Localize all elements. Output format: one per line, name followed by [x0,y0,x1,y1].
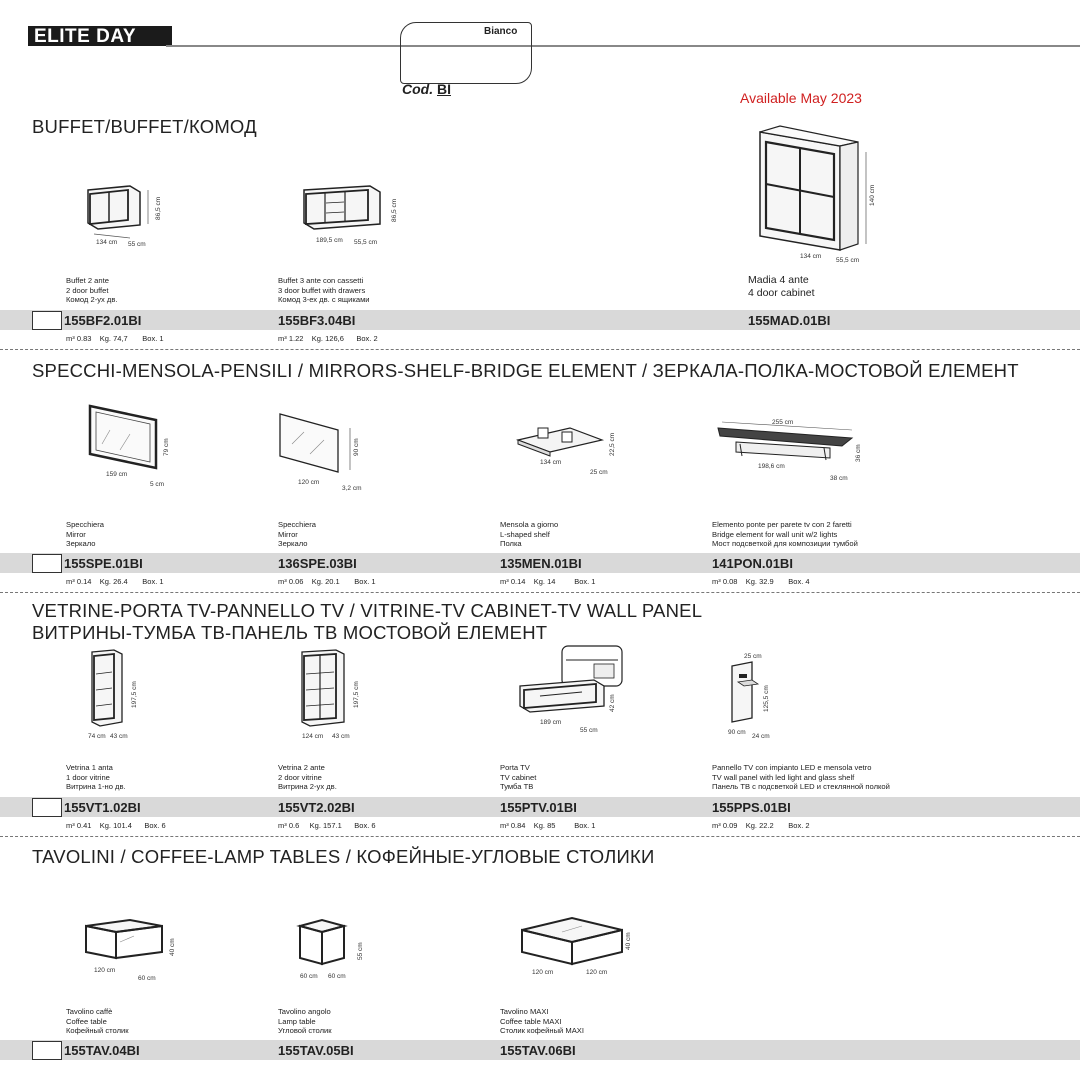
tav4-desc-ru: Кофейный столик [66,1026,129,1035]
men-desc-en: L-shaped shelf [500,529,550,539]
spe3-desc-en: Mirror [278,529,298,539]
vt2-dim-width: 124 cm [302,733,324,740]
section-title-mirrors: SPECCHI-MENSOLA-PENSILI / MIRRORS-SHELF-BRIDGE ELEMENT / ЗЕРКАЛА-ПОЛКА-МОСТОВОЙ ЕЛЕМЕНТ [32,360,1019,381]
bf2-desc-en: 2 door buffet [66,285,109,295]
vt2-desc-it: Vetrina 2 ante [278,763,325,772]
vt1-desc-en: 1 door vitrine [66,772,110,782]
section-title-vitrine-ru: ВИТРИНЫ-ТУМБА ТВ-ПАНЕЛЬ ТВ МОСТОВОЙ ЕЛЕМЕНТ [32,622,548,643]
pon-desc-en: Bridge element for wall unit w/2 lights [712,529,838,539]
mad-dim-width: 134 cm [800,253,822,260]
vt1-stats: m³ 0.41 Kg. 101.4 Box. 6 [66,821,166,830]
tav6-dim-height: 40 cm [625,932,632,950]
bf3-stats: m³ 1.22 Kg. 126,6 Box. 2 [278,334,378,343]
mad-dim-depth: 55,5 cm [836,257,860,264]
spe1-stats: m³ 0.14 Kg. 26.4 Box. 1 [66,577,164,586]
brand-title: ELITE DAY [28,26,172,46]
tav4-dim-depth: 60 cm [138,975,156,982]
order-checkbox-mirrors[interactable] [32,554,62,573]
buffet-2-door-drawing [80,180,180,250]
header-rule [166,45,1080,47]
pps-desc-ru: Панель ТВ с подсветкой LED и стеклянной полкой [712,782,890,791]
tav6-dim-depth: 120 cm [586,969,608,976]
lamp-table-drawing [290,912,380,992]
spe1-desc-it: Specchiera [66,520,104,529]
pon-description [712,520,858,549]
spe3-description [278,520,316,549]
men-dim-width: 134 cm [540,459,562,466]
tv-cabinet-drawing [510,640,630,740]
ptv-desc-en: TV cabinet [500,772,537,782]
vt1-desc-it: Vetrina 1 anta [66,763,113,772]
tav4-dim-height: 40 cm [169,938,176,956]
mad-desc-it: Madia 4 ante [748,274,809,286]
pps-dim-height: 125,5 cm [763,685,770,712]
order-checkbox-tables[interactable] [32,1041,62,1060]
bf2-dim-depth: 55 cm [128,241,146,248]
vt1-dim-width: 74 cm [88,733,106,740]
vitrine-2-door-drawing [290,646,380,746]
tav5-desc-it: Tavolino angolo [278,1007,331,1016]
tav6-description [500,1007,584,1036]
pon-stats: m³ 0.08 Kg. 32.9 Box. 4 [712,577,810,586]
ptv-desc-it: Porta TV [500,763,530,772]
pon-desc-ru: Мост подсветкой для композиции тумбой [712,539,858,548]
pps-dim-depth: 24 cm [752,733,770,740]
vt2-code: 155VT2.02BI [278,800,355,815]
ptv-dim-width: 189 cm [540,719,562,726]
bf2-stats: m³ 0.83 Kg. 74,7 Box. 1 [66,334,164,343]
tav5-desc-ru: Угловой столик [278,1026,332,1035]
tav5-description [278,1007,332,1036]
pps-desc-en: TV wall panel with led light and glass shelf [712,772,855,782]
mirror-136-drawing [270,408,370,498]
pon-desc-it: Elemento ponte per parete tv con 2 faretti [712,520,852,529]
vt2-description [278,763,337,792]
bf2-dim-height: 86,5 cm [155,196,162,220]
bf2-desc-it: Buffet 2 ante [66,276,109,285]
bf3-code: 155BF3.04BI [278,313,356,328]
men-description [500,520,558,549]
section-title-tables: TAVOLINI / COFFEE-LAMP TABLES / КОФЕЙНЫЕ-УГЛОВЫЕ СТОЛИКИ [32,846,655,867]
pps-code: 155PPS.01BI [712,800,791,815]
bf3-desc-ru: Комод 3-ех дв. с ящиками [278,295,370,304]
tav4-dim-width: 120 cm [94,967,116,974]
bf3-desc-it: Buffet 3 ante con cassetti [278,276,364,285]
tav6-desc-en: Coffee table MAXI [500,1016,562,1026]
tav5-dim-height: 55 cm [357,942,364,960]
spe1-desc-ru: Зеркало [66,539,96,548]
men-desc-it: Mensola a giorno [500,520,559,529]
vt2-desc-ru: Витрина 2-ух дв. [278,782,337,791]
mirror-155-drawing [80,400,180,490]
spe3-dim-height: 90 cm [353,438,360,456]
section-title-buffet: BUFFET/BUFFET/КОМОД [32,116,257,137]
pon-dim-inner: 198,6 cm [758,463,785,470]
vt2-stats: m³ 0.6 Kg. 157.1 Box. 6 [278,821,376,830]
bf2-desc-ru: Комод 2-ух дв. [66,295,118,304]
coffee-table-drawing [80,912,190,992]
ptv-dim-height: 42 cm [609,694,616,712]
tav6-dim-width: 120 cm [532,969,554,976]
tav6-desc-it: Tavolino MAXI [500,1007,549,1016]
spe3-desc-it: Specchiera [278,520,316,529]
swatch-name: Bianco [484,26,518,37]
bridge-element-drawing [712,412,872,492]
pon-dim-height: 36 cm [855,444,862,462]
cabinet-4-door-drawing [740,122,890,272]
pon-code: 141PON.01BI [712,556,793,571]
bf3-dim-width: 189,5 cm [316,237,343,244]
ptv-stats: m³ 0.84 Kg. 85 Box. 1 [500,821,596,830]
buffet-3-door-drawing [298,180,418,250]
spe1-dim-depth: 5 cm [150,481,165,488]
tav4-description [66,1007,129,1036]
spe1-desc-en: Mirror [66,529,86,539]
pps-description [712,763,890,792]
vt1-dim-height: 197,5 cm [131,681,138,708]
pps-stats: m³ 0.09 Kg. 22.2 Box. 2 [712,821,810,830]
vt2-dim-height: 197,5 cm [353,681,360,708]
bf3-dim-height: 86,5 cm [391,198,398,222]
pps-dim-width: 90 cm [728,729,746,736]
spe1-dim-width: 159 cm [106,471,128,478]
bf3-description [278,276,370,305]
divider-1 [0,349,1080,350]
ptv-dim-depth: 55 cm [580,727,598,734]
pon-dim-depth: 38 cm [830,475,848,482]
pon-dim-width: 255 cm [772,419,794,426]
tav5-code: 155TAV.05BI [278,1043,354,1058]
men-dim-depth: 25 cm [590,469,608,476]
ptv-code: 155PTV.01BI [500,800,577,815]
spe1-description [66,520,104,549]
vt1-desc-ru: Витрина 1-но дв. [66,782,126,791]
ptv-description [500,763,536,792]
vitrine-1-door-drawing [80,646,160,746]
section-title-vitrine: VETRINE-PORTA TV-PANNELLO TV / VITRINE-TV CABINET-TV WALL PANEL [32,600,703,621]
ptv-desc-ru: Тумба ТВ [500,782,534,791]
pps-desc-it: Pannello TV con impianto LED e mensola vetro [712,763,872,772]
bf3-dim-depth: 55,5 cm [354,239,378,246]
spe1-code: 155SPE.01BI [64,556,143,571]
divider-3 [0,836,1080,837]
order-checkbox-buffet[interactable] [32,311,62,330]
tav4-code: 155TAV.04BI [64,1043,140,1058]
finish-code [402,81,451,97]
vt2-desc-en: 2 door vitrine [278,772,322,782]
vt1-code: 155VT1.02BI [64,800,141,815]
tav5-dim-depth: 60 cm [328,973,346,980]
tav5-dim-width: 60 cm [300,973,318,980]
mad-dim-height: 140 cm [869,184,876,206]
code-bar-buffet [0,310,1080,330]
men-code: 135MEN.01BI [500,556,582,571]
spe3-desc-ru: Зеркало [278,539,308,548]
tav4-desc-en: Coffee table [66,1016,107,1026]
men-dim-height: 22,5 cm [609,432,616,456]
vt1-dim-depth: 43 cm [110,733,128,740]
divider-2 [0,592,1080,593]
spe3-code: 136SPE.03BI [278,556,357,571]
mad-description [748,274,815,300]
bf3-desc-en: 3 door buffet with drawers [278,285,366,295]
men-desc-ru: Полка [500,539,522,548]
spe3-stats: m³ 0.06 Kg. 20.1 Box. 1 [278,577,376,586]
men-stats: m³ 0.14 Kg. 14 Box. 1 [500,577,596,586]
tav6-code: 155TAV.06BI [500,1043,576,1058]
coffee-table-maxi-drawing [512,908,642,988]
spe3-dim-width: 120 cm [298,479,320,486]
cod-value: BI [437,81,451,97]
spe1-dim-height: 79 cm [163,438,170,456]
bf2-code: 155BF2.01BI [64,313,142,328]
pps-dim-top: 25 cm [744,653,762,660]
cod-label: Cod. [402,81,434,97]
tav5-desc-en: Lamp table [278,1016,316,1026]
tav6-desc-ru: Столик кофейный MAXI [500,1026,584,1035]
tav4-desc-it: Tavolino caffè [66,1007,113,1016]
bf2-description [66,276,118,305]
mad-code: 155MAD.01BI [748,313,831,328]
tv-panel-drawing [722,648,812,748]
vt1-description [66,763,126,792]
vt2-dim-depth: 43 cm [332,733,350,740]
spe3-dim-depth: 3,2 cm [342,485,362,492]
shelf-drawing [510,420,620,490]
mad-desc-en: 4 door cabinet [748,287,815,299]
order-checkbox-vitrine[interactable] [32,798,62,817]
availability-note: Available May 2023 [740,90,862,106]
bf2-dim-width: 134 cm [96,239,118,246]
